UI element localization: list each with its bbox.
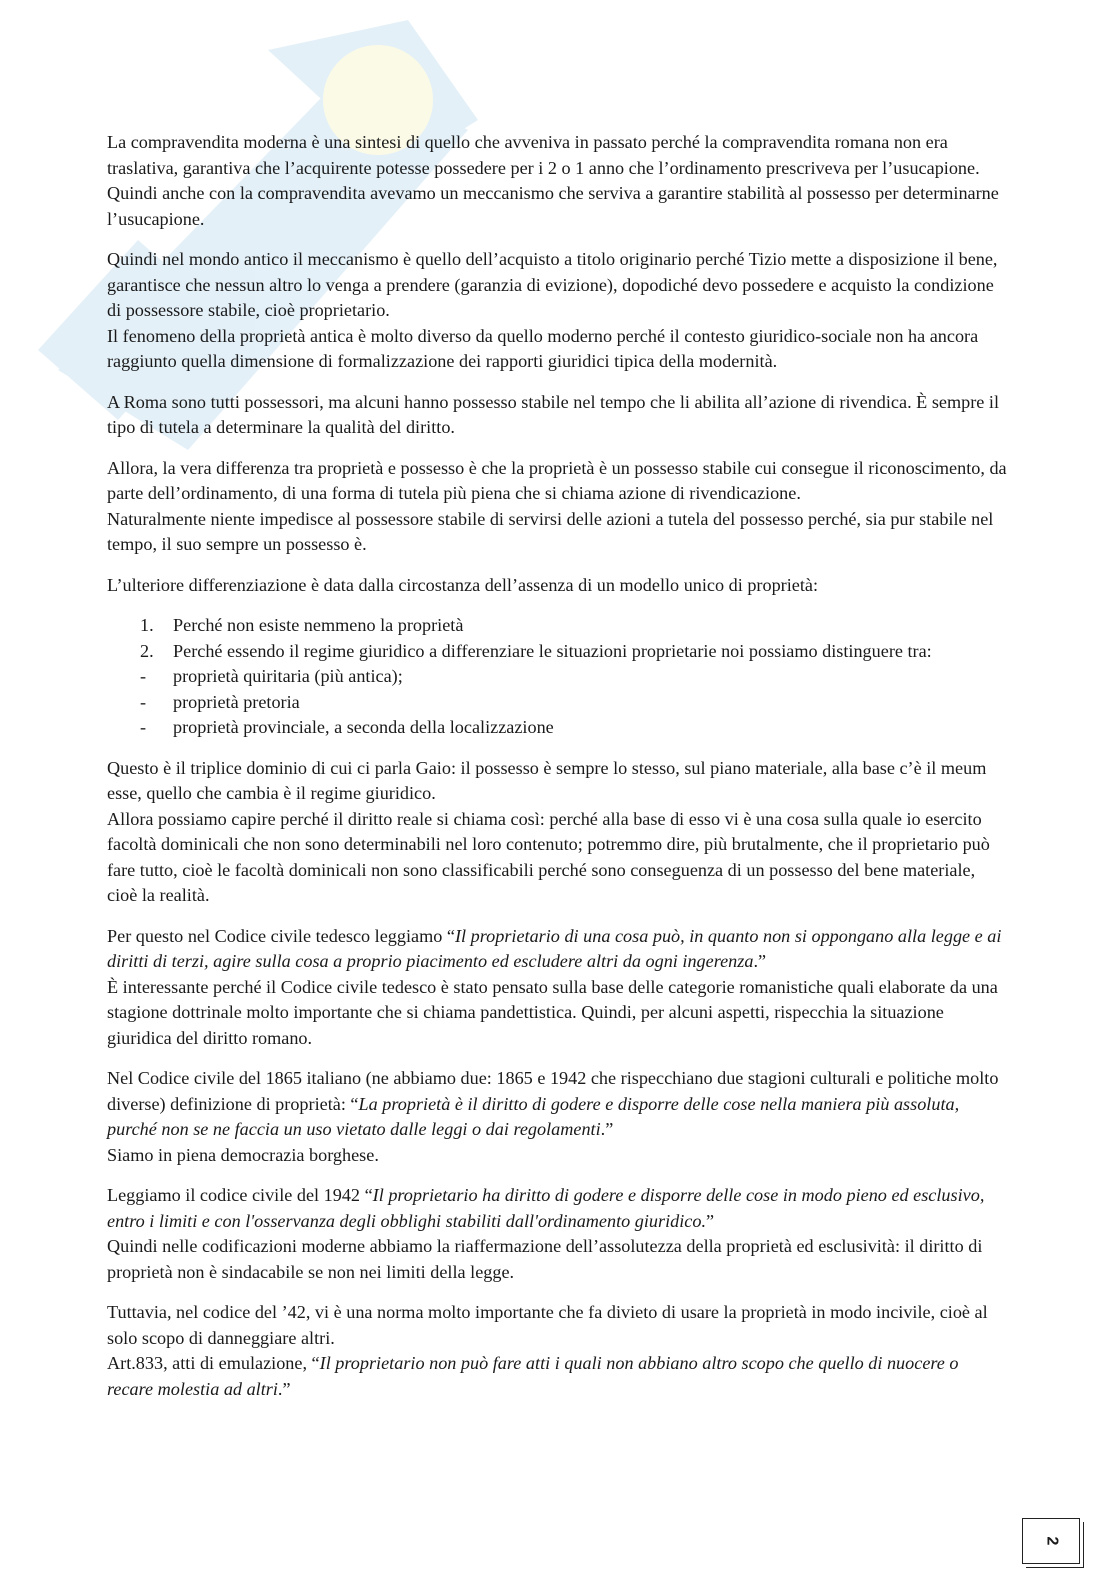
code-1865-quote-line (107, 1066, 1007, 1143)
page-number-box (1022, 1518, 1080, 1564)
list-item (107, 664, 1007, 690)
paragraph-2 (107, 247, 1007, 375)
document-body (107, 130, 1007, 1402)
paragraph-4-line-2: Naturalmente niente impedisce al possessore stabile di servirsi delle azioni a tutela del possesso perché, sia pur stabile nel tempo, il suo sempre un possesso è. (107, 508, 994, 554)
quote-intro: Art.833, atti di emulazione, “ (107, 1353, 320, 1373)
quote-close: .” (277, 1378, 291, 1399)
list-item-text: proprietà provinciale, a seconda della localizzazione (173, 717, 554, 737)
list-item-text: Perché non esiste nemmeno la proprietà (173, 615, 464, 635)
paragraph-4-line-1: Allora, la vera differenza tra proprietà e possesso è che la proprietà è un possesso stabile cui consegue il riconoscimento, da parte dell’ordinamento, di una forma di tutela più piena che si chiama azione di rivendicazione. (107, 457, 1007, 503)
list-item-text: proprietà pretoria (173, 691, 300, 712)
paragraph-9-after: Quindi nelle codificazioni moderne abbiamo la riaffermazione dell’assolutezza della proprietà ed esclusività: il diritto di proprietà non è sindacabile se non nei limiti della legge. (107, 1236, 983, 1282)
bgb-quote-line (107, 924, 1007, 975)
code-1942-quote: Il proprietario ha diritto di godere e disporre delle cose in modo pieno ed esclusivo, entro i limiti e con l'osservanza degli obblighi stabiliti dall'ordinamento giuridico. (107, 1185, 985, 1231)
list-marker: - (140, 666, 147, 686)
page-number: 2 (1043, 1536, 1060, 1546)
code-1865-quote: La proprietà è il diritto di godere e disporre delle cose nella maniera più assoluta, purché non se ne faccia un uso vietato dalle leggi o dai regolamenti (107, 1093, 960, 1139)
list-marker: 2. (140, 640, 154, 661)
paragraph-7-after: È interessante perché il Codice civile tedesco è stato pensato sulla base delle categorie romanistiche quali elaborate da una stagione dottrinale molto importante che si chiama pandettistica. Quindi, per alcuni aspetti, rispecchia la situazione giuridica del diritto romano. (107, 976, 998, 1048)
quote-intro: Leggiamo il codice civile del 1942 “ (107, 1185, 373, 1205)
list-marker: - (140, 691, 147, 712)
list-item-text: Perché essendo il regime giuridico a differenziare le situazioni proprietarie noi possiamo distinguere tra: (173, 640, 932, 661)
paragraph-7 (107, 924, 1007, 1052)
paragraph-6-line-1: Questo è il triplice dominio di cui ci parla Gaio: il possesso è sempre lo stesso, sul piano materiale, alla base c’è il meum esse, quello che cambia è il regime giuridico. (107, 757, 987, 803)
quote-close: ” (706, 1210, 715, 1231)
quote-intro: Per questo nel Codice civile tedesco leggiamo “ (107, 925, 455, 946)
paragraph-3: A Roma sono tutti possessori, ma alcuni hanno possesso stabile nel tempo che li abilita all’azione di rivendica. È sempre il tipo di tutela a determinare la qualità del diritto. (107, 391, 1000, 437)
paragraph-10-line-1: Tuttavia, nel codice del ’42, vi è una norma molto importante che fa divieto di usare la proprietà in modo incivile, cioè al solo scopo di danneggiare altri. (107, 1302, 988, 1348)
paragraph-9 (107, 1183, 1007, 1285)
paragraph-6 (107, 756, 1007, 909)
list-marker: 1. (140, 615, 154, 635)
paragraph-1: La compravendita moderna è una sintesi di quello che avveniva in passato perché la compravendita romana non era traslativa, garantiva che l’acquirente potesse possedere per i 2 o 1 anno che l’ordinamento prescriveva per l’usucapione. Quindi anche con la compravendita avevamo un meccanismo che serviva a garantire stabilità al possesso per determinarne l’usucapione. (107, 132, 999, 229)
list-marker: - (140, 717, 147, 737)
paragraph-10 (107, 1300, 1007, 1402)
bgb-quote: Il proprietario di una cosa può, in quanto non si oppongano alla legge e ai diritti di terzi, agire sulla cosa a proprio piacimento ed escludere altri da ogni ingerenza (107, 925, 1002, 971)
quote-close: .” (600, 1119, 614, 1139)
list-item-text: proprietà quiritaria (più antica); (173, 666, 403, 686)
code-1942-quote-line (107, 1183, 1007, 1234)
paragraph-2-line-1: Quindi nel mondo antico il meccanismo è quello dell’acquisto a titolo originario perché Tizio mette a disposizione il bene, garantisce che nessun altro lo venga a prendere (garanzia di evizione), dopodiché devo possedere e acquisto la condizione di possessore stabile, cioè proprietario. (107, 249, 998, 320)
paragraph-5: L’ulteriore differenziazione è data dalla circostanza dell’assenza di un modello unico di proprietà: (107, 574, 819, 595)
paragraph-4 (107, 456, 1007, 558)
property-types-list (107, 613, 1007, 741)
paragraph-8 (107, 1066, 1007, 1168)
quote-close: .” (753, 951, 767, 971)
list-item (107, 715, 1007, 741)
paragraph-8-after: Siamo in piena democrazia borghese. (107, 1144, 379, 1165)
list-item (107, 639, 1007, 665)
paragraph-6-line-2: Allora possiamo capire perché il diritto reale si chiama così: perché alla base di esso vi è una cosa sulla quale io esercito facoltà dominicali che non sono determinabili nel loro contenuto; potremmo dire, più brutalmente, che il proprietario può fare tutto, cioè le facoltà dominicali non sono classificabili perché sono conseguenza di un possesso del bene materiale, cioè la realità. (107, 808, 990, 905)
art-833-quote: Il proprietario non può fare atti i quali non abbiano altro scopo che quello di nuocere o recare molestia ad altri (107, 1353, 959, 1399)
paragraph-2-line-2: Il fenomeno della proprietà antica è molto diverso da quello moderno perché il contesto giuridico-sociale non ha ancora raggiunto quella dimensione di formalizzazione dei rapporti giuridici tipica della modernità. (107, 325, 979, 371)
art-833-quote-line (107, 1351, 1007, 1402)
list-item (107, 690, 1007, 716)
quote-intro: Nel Codice civile del 1865 italiano (ne abbiamo due: 1865 e 1942 che rispecchiano due stagioni culturali e politiche molto diverse) definizione di proprietà: “ (107, 1068, 999, 1114)
list-item (107, 613, 1007, 639)
